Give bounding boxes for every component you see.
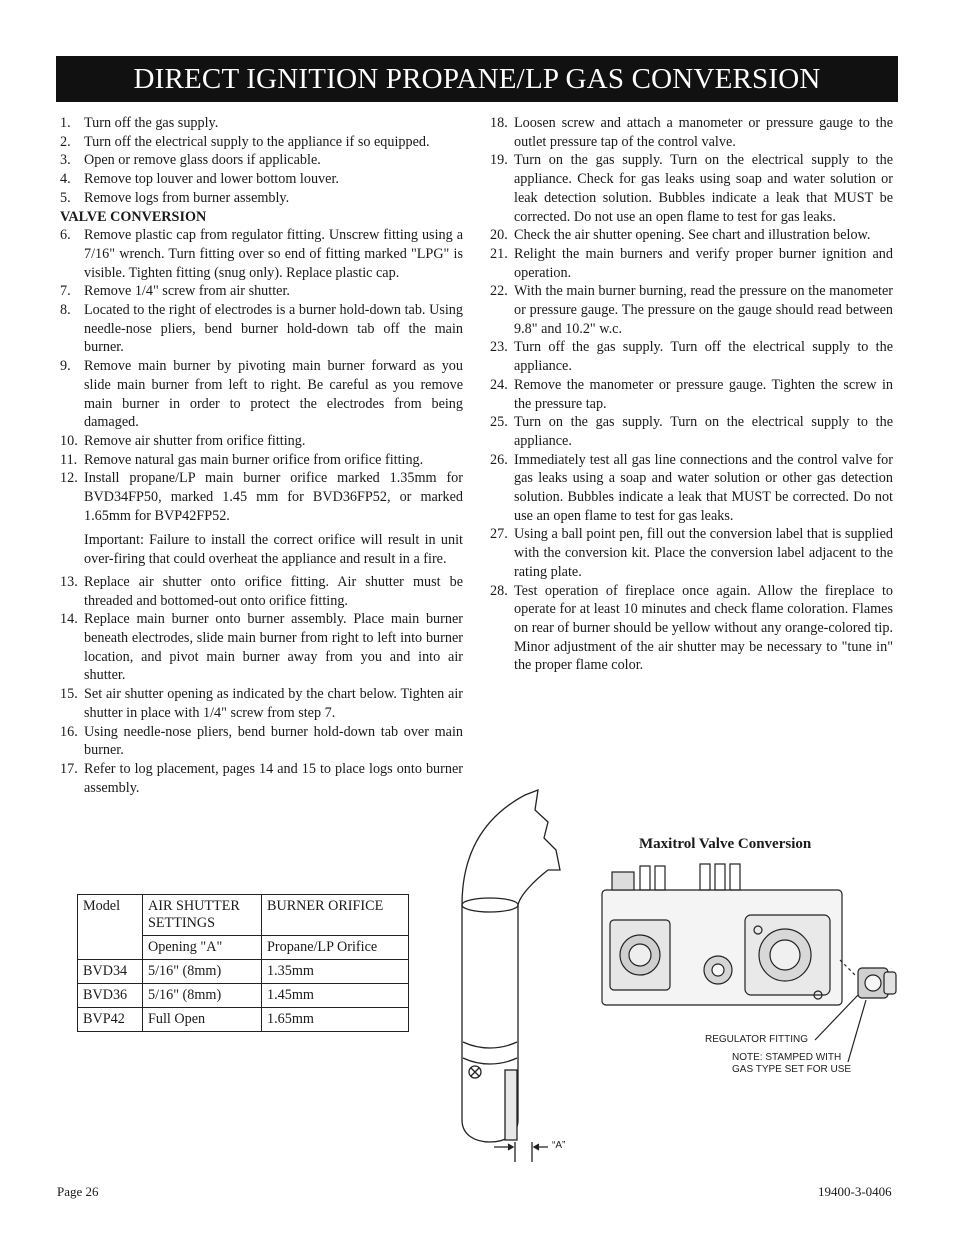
step-number: 9. [60, 358, 71, 375]
subheader-opening: Opening "A" [143, 936, 262, 960]
step-text: Turn on the gas supply. Turn on the electrical supply to the appliance. [514, 414, 893, 449]
note-label-line2: GAS TYPE SET FOR USE [732, 1064, 852, 1075]
step-text: Remove main burner by pivoting main burner forward as you slide main burner from left to right. Be careful as you remove main burner in order to protect the electrodes from being damaged. [84, 358, 463, 431]
step-text: Using a ball point pen, fill out the conversion label that is supplied with the conversion kit. Place the conversion label adjacent to the rating plate. [514, 526, 893, 580]
page-title: DIRECT IGNITION PROPANE/LP GAS CONVERSION [56, 56, 898, 102]
step-number: 15. [60, 686, 78, 703]
subheader-orifice: Propane/LP Orifice [262, 936, 409, 960]
step-number: 21. [490, 245, 508, 262]
step-number: 17. [60, 760, 78, 777]
step-number: 18. [490, 115, 508, 131]
step-number: 13. [60, 573, 78, 590]
step-number: 14. [60, 611, 78, 628]
step-number: 2. [60, 133, 71, 150]
step-text: Turn off the gas supply. [84, 115, 219, 131]
step-text: Replace air shutter onto orifice fitting. Air shutter must be threaded and bottomed-out onto orifice fitting. [84, 573, 463, 609]
burner-tube-illustration [462, 790, 560, 1162]
figure-title: Maxitrol Valve Conversion [639, 836, 812, 852]
step-text: Test operation of fireplace once again. Allow the fireplace to operate for at least 10 minutes and check flame coloration. Flames on rear of burner should be yellow without any orange-colored tip. Minor adjustment of the air shutter may be necessary to "tune in" the proper flame color. [514, 582, 893, 674]
step-text: Using needle-nose pliers, bend burner hold-down tab over main burner. [84, 723, 463, 759]
cell-model: BVD36 [78, 984, 143, 1008]
step-text: Turn off the gas supply. Turn off the electrical supply to the appliance. [514, 339, 893, 375]
important-note: Important: Failure to install the correct orifice will result in unit over-firing that could overheat the appliance and result in a fire. [84, 532, 463, 568]
step-number: 26. [490, 451, 508, 468]
step-text: Turn off the electrical supply to the appliance if so equipped. [84, 133, 430, 150]
opening-a-label: “A” [552, 1140, 566, 1151]
note-label-line1: NOTE: STAMPED WITH [732, 1052, 842, 1063]
step-number: 12. [60, 470, 78, 487]
cell-orifice: 1.65mm [262, 1008, 409, 1032]
step-number: 7. [60, 283, 71, 300]
step-text: Open or remove glass doors if applicable. [84, 152, 321, 169]
step-number: 24. [490, 376, 508, 393]
step-number: 4. [60, 171, 71, 188]
cell-air: 5/16" (8mm) [143, 960, 262, 984]
step-text: Replace main burner onto burner assembly. Place main burner beneath electrodes, slide main burner from right to left into burner location, and pivot main burner away from you and into air shutter. [84, 611, 463, 684]
cell-orifice: 1.45mm [262, 984, 409, 1008]
step-text: Remove plastic cap from regulator fitting. Unscrew fitting using a 7/16" wrench. Turn fitting over so end of fitting marked "LPG" is visible. Tighten fitting (snug only). Replace plastic cap. [84, 227, 463, 281]
step-number: 3. [60, 152, 71, 169]
step-number: 27. [490, 526, 508, 543]
cell-model: BVD34 [78, 960, 143, 984]
step-number: 1. [60, 115, 71, 131]
step-number: 10. [60, 432, 78, 449]
header-air-shutter: AIR SHUTTER SETTINGS [143, 895, 262, 936]
section-heading: VALVE CONVERSION [60, 208, 207, 225]
maxitrol-valve-illustration [602, 864, 896, 1062]
cell-model: BVP42 [78, 1008, 143, 1032]
step-number: 11. [60, 451, 78, 468]
step-number: 16. [60, 723, 78, 740]
page-number: Page 26 [57, 1184, 99, 1199]
header-burner-orifice: BURNER ORIFICE [262, 895, 409, 936]
step-text: Refer to log placement, pages 14 and 15 to place logs onto burner assembly. [84, 760, 463, 796]
step-text: Remove air shutter from orifice fitting. [84, 432, 306, 449]
cell-air: Full Open [143, 1008, 262, 1032]
step-number: 5. [60, 189, 71, 206]
step-text: Remove the manometer or pressure gauge. Tighten the screw in the pressure tap. [514, 376, 893, 412]
step-number: 20. [490, 227, 508, 244]
cell-orifice: 1.35mm [262, 960, 409, 984]
step-text: Set air shutter opening as indicated by the chart below. Tighten air shutter in place with 1/4" screw from step 7. [84, 686, 463, 721]
step-text: With the main burner burning, read the pressure on the manometer or pressure gauge. The pressure on the gauge should read between 9.8" and 10.2" w.c. [514, 283, 893, 337]
step-number: 28. [490, 582, 508, 599]
step-number: 19. [490, 152, 508, 169]
step-text: Remove 1/4" screw from air shutter. [84, 283, 290, 300]
step-text: Loosen screw and attach a manometer or pressure gauge to the outlet pressure tap of the control valve. [514, 115, 893, 150]
regulator-fitting-label: REGULATOR FITTING [705, 1034, 808, 1045]
step-number: 25. [490, 414, 508, 431]
step-text: Immediately test all gas line connections and the control valve for gas leaks using a soap and water solution or other gas detection solution. Bubbles indicate a leak that MUST be corrected. Do not use an open flame to test for gas leaks. [514, 451, 893, 524]
step-text: Located to the right of electrodes is a burner hold-down tab. Using needle-nose pliers, bend burner hold-down tab off the main burner. [84, 302, 463, 356]
step-text: Remove natural gas main burner orifice from orifice fitting. [84, 451, 424, 468]
step-text: Relight the main burners and verify proper burner ignition and operation. [514, 245, 893, 281]
step-number: 6. [60, 227, 71, 244]
step-number: 8. [60, 302, 71, 319]
step-number: 23. [490, 339, 508, 356]
step-text: Remove top louver and lower bottom louver. [84, 171, 339, 188]
header-model: Model [78, 895, 143, 960]
step-text: Remove logs from burner assembly. [84, 189, 290, 206]
step-number: 22. [490, 283, 508, 300]
step-text: Turn on the gas supply. Turn on the electrical supply to the appliance. Check for gas leaks using soap and water solution or leak detection solution. Bubbles indicate a leak that MUST be corrected. Do not use an open flame to test for gas leaks. [514, 152, 893, 225]
cell-air: 5/16" (8mm) [143, 984, 262, 1008]
step-text: Install propane/LP main burner orifice marked 1.35mm for BVD34FP50, marked 1.45 mm for BVD36FP52, or marked 1.65mm for BVP42FP52. [84, 470, 463, 524]
document-number: 19400-3-0406 [818, 1184, 892, 1199]
step-text: Check the air shutter opening. See chart and illustration below. [514, 227, 871, 244]
